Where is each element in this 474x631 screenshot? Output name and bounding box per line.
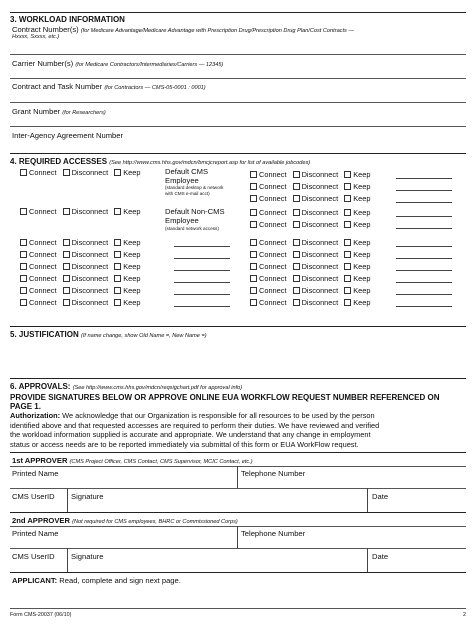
divider: [10, 512, 466, 513]
divider: [67, 548, 68, 572]
form-id: Form CMS-20037 (06/10): [10, 612, 72, 618]
keep-checkbox[interactable]: [114, 287, 121, 294]
jobcode-field[interactable]: [396, 228, 452, 229]
keep-checkbox[interactable]: [114, 239, 121, 246]
access-row: Connect Disconnect Keep: [20, 286, 140, 295]
connect-checkbox[interactable]: [250, 195, 257, 202]
connect-checkbox[interactable]: [250, 251, 257, 258]
jobcode-field[interactable]: [396, 306, 452, 307]
disconnect-checkbox[interactable]: [293, 299, 300, 306]
disconnect-checkbox[interactable]: [63, 299, 70, 306]
jobcode-field[interactable]: [396, 216, 452, 217]
connect-checkbox[interactable]: [20, 239, 27, 246]
jobcode-field[interactable]: [396, 270, 452, 271]
divider: [237, 526, 238, 548]
keep-checkbox[interactable]: [344, 287, 351, 294]
divider: [10, 126, 466, 127]
applicant-instruction: APPLICANT: Read, complete and sign next page.: [12, 576, 181, 585]
jobcode-field[interactable]: [174, 294, 230, 295]
form-page: [10, 0, 466, 631]
disconnect-checkbox[interactable]: [293, 221, 300, 228]
divider: [10, 572, 466, 573]
second-approver-userid[interactable]: CMS UserID: [12, 552, 55, 561]
disconnect-checkbox[interactable]: [63, 263, 70, 270]
default-noncms-employee-note: (standard network access): [165, 226, 219, 231]
default-noncms-employee-label: Default Non-CMS: [165, 207, 225, 216]
keep-checkbox[interactable]: [114, 208, 121, 215]
connect-checkbox[interactable]: [250, 209, 257, 216]
access-row: Connect Disconnect Keep: [250, 274, 370, 283]
provide-signatures-instruction: PROVIDE SIGNATURES BELOW OR APPROVE ONLINE EUA WORKFLOW REQUEST NUMBER REFERENCED ON: [10, 393, 440, 402]
access-row: Connect Disconnect Keep: [20, 262, 140, 271]
second-approver-signature[interactable]: Signature: [71, 552, 104, 561]
disconnect-checkbox[interactable]: [293, 275, 300, 282]
jobcode-field[interactable]: [174, 246, 230, 247]
keep-checkbox[interactable]: [344, 299, 351, 306]
access-row: Connect Disconnect Keep: [250, 208, 370, 217]
access-row: Connect Disconnect Keep: [20, 298, 140, 307]
provide-signatures-instruction-2: PAGE 1.: [10, 402, 41, 411]
disconnect-checkbox[interactable]: [293, 287, 300, 294]
second-approver-date[interactable]: Date: [372, 552, 389, 561]
disconnect-checkbox[interactable]: [293, 209, 300, 216]
disconnect-checkbox[interactable]: [293, 171, 300, 178]
first-approver-signature[interactable]: Signature: [71, 492, 104, 501]
divider: [10, 326, 466, 327]
access-row: Connect Disconnect Keep: [250, 194, 370, 203]
jobcode-field[interactable]: [396, 202, 452, 203]
connect-checkbox[interactable]: [250, 275, 257, 282]
interagency-agreement-label[interactable]: Inter-Agency Agreement Number: [12, 131, 124, 140]
access-row: Connect Disconnect Keep: [250, 286, 370, 295]
keep-checkbox[interactable]: [114, 169, 121, 176]
divider: [10, 153, 466, 154]
connect-checkbox[interactable]: [20, 251, 27, 258]
first-approver-heading: 1st APPROVER (CMS Project Officer, CMS Contact, CMS Supervisor, MCIC Contact, etc.): [12, 456, 253, 465]
access-row: Connect Disconnect Keep: [20, 207, 140, 216]
default-cms-employee-note: (standard desktop & network: [165, 185, 224, 190]
divider: [10, 548, 466, 549]
divider: [10, 452, 466, 453]
disconnect-checkbox[interactable]: [63, 239, 70, 246]
access-row: Connect Disconnect Keep: [250, 170, 370, 179]
divider: [237, 466, 238, 488]
connect-checkbox[interactable]: [250, 299, 257, 306]
divider: [10, 488, 466, 489]
connect-checkbox[interactable]: [250, 287, 257, 294]
default-cms-employee-label-2: Employee: [165, 176, 199, 185]
access-row: Connect Disconnect Keep: [250, 238, 370, 247]
connect-checkbox[interactable]: [250, 239, 257, 246]
divider: [10, 54, 466, 55]
keep-checkbox[interactable]: [344, 171, 351, 178]
section-4-heading: 4. REQUIRED ACCESSES (See http://www.cms.hhs.gov/mdcn/bmcjcreport.asp for list of available jobcodes): [10, 157, 311, 166]
jobcode-field[interactable]: [396, 178, 452, 179]
connect-checkbox[interactable]: [20, 169, 27, 176]
divider: [367, 488, 368, 512]
disconnect-checkbox[interactable]: [63, 275, 70, 282]
default-noncms-employee-label-2: Employee: [165, 216, 199, 225]
first-approver-printed-name[interactable]: Printed Name: [12, 469, 59, 478]
disconnect-checkbox[interactable]: [293, 251, 300, 258]
contract-task-number-label[interactable]: Contract and Task Number (for Contractors — CMS-05-0001 : 0001): [12, 82, 206, 91]
connect-checkbox[interactable]: [20, 275, 27, 282]
keep-checkbox[interactable]: [344, 275, 351, 282]
access-row: Connect Disconnect Keep: [250, 182, 370, 191]
keep-checkbox[interactable]: [344, 221, 351, 228]
disconnect-checkbox[interactable]: [63, 208, 70, 215]
section-5-heading: 5. JUSTIFICATION (If name change, show Old Name =, New Name =): [10, 330, 207, 339]
jobcode-field[interactable]: [174, 306, 230, 307]
keep-checkbox[interactable]: [344, 209, 351, 216]
default-cms-employee-note-2: with CMS e-mail acct): [165, 191, 210, 196]
access-row: Connect Disconnect Keep: [20, 274, 140, 283]
justification-field[interactable]: [10, 342, 466, 376]
connect-checkbox[interactable]: [20, 263, 27, 270]
disconnect-checkbox[interactable]: [293, 239, 300, 246]
connect-checkbox[interactable]: [250, 221, 257, 228]
section-3-heading: 3. WORKLOAD INFORMATION: [10, 15, 125, 24]
second-approver-heading: 2nd APPROVER (Not required for CMS employees, BHRC or Commissioned Corps): [12, 516, 238, 525]
footer-divider: [10, 608, 466, 609]
keep-checkbox[interactable]: [344, 239, 351, 246]
access-row: Connect Disconnect Keep: [20, 238, 140, 247]
divider: [67, 488, 68, 512]
keep-checkbox[interactable]: [344, 195, 351, 202]
disconnect-checkbox[interactable]: [63, 169, 70, 176]
access-row: Connect Disconnect Keep: [250, 298, 370, 307]
keep-checkbox[interactable]: [344, 183, 351, 190]
grant-number-label[interactable]: Grant Number (for Researchers): [12, 107, 106, 116]
disconnect-checkbox[interactable]: [293, 183, 300, 190]
access-row: Connect Disconnect Keep: [20, 168, 140, 177]
divider: [10, 526, 466, 527]
divider: [10, 12, 466, 13]
keep-checkbox[interactable]: [114, 275, 121, 282]
first-approver-date[interactable]: Date: [372, 492, 389, 501]
carrier-number-label[interactable]: Carrier Number(s) (for Medicare Contractors/Intermediaries/Carriers — 12345): [12, 59, 224, 68]
jobcode-field[interactable]: [174, 270, 230, 271]
page-number: 2: [463, 612, 466, 618]
jobcode-field[interactable]: [396, 246, 452, 247]
jobcode-field[interactable]: [396, 282, 452, 283]
jobcode-field[interactable]: [396, 294, 452, 295]
divider: [367, 548, 368, 572]
keep-checkbox[interactable]: [344, 263, 351, 270]
first-approver-telephone[interactable]: Telephone Number: [241, 469, 306, 478]
keep-checkbox[interactable]: [114, 251, 121, 258]
first-approver-userid[interactable]: CMS UserID: [12, 492, 55, 501]
access-row: Connect Disconnect Keep: [250, 262, 370, 271]
connect-checkbox[interactable]: [250, 183, 257, 190]
contract-number-note-cont: Hxxxx, Sxxxx, etc.): [12, 34, 60, 40]
connect-checkbox[interactable]: [250, 263, 257, 270]
connect-checkbox[interactable]: [20, 287, 27, 294]
jobcode-field[interactable]: [396, 190, 452, 191]
access-row: Connect Disconnect Keep: [250, 220, 370, 229]
keep-checkbox[interactable]: [114, 263, 121, 270]
divider: [10, 378, 466, 379]
contract-number-label: Contract Number(s) (for Medicare Advantage/Medicare Advantage with Prescription Drug/Prescription Drug Plan/Cost Contracts —: [12, 25, 354, 34]
default-cms-employee-label: Default CMS: [165, 167, 209, 176]
jobcode-field[interactable]: [396, 258, 452, 259]
disconnect-checkbox[interactable]: [63, 251, 70, 258]
divider: [10, 102, 466, 103]
disconnect-checkbox[interactable]: [293, 195, 300, 202]
section-6-heading: 6. APPROVALS: (See http://www.cms.hhs.gov/mdcn/reqsigchart.pdf for approval info): [10, 382, 243, 391]
jobcode-field[interactable]: [174, 282, 230, 283]
keep-checkbox[interactable]: [344, 251, 351, 258]
disconnect-checkbox[interactable]: [293, 263, 300, 270]
access-row: Connect Disconnect Keep: [20, 250, 140, 259]
connect-checkbox[interactable]: [20, 208, 27, 215]
jobcode-field[interactable]: [174, 258, 230, 259]
second-approver-printed-name[interactable]: Printed Name: [12, 529, 59, 538]
second-approver-telephone[interactable]: Telephone Number: [241, 529, 306, 538]
access-row: Connect Disconnect Keep: [250, 250, 370, 259]
disconnect-checkbox[interactable]: [63, 287, 70, 294]
divider: [10, 78, 466, 79]
connect-checkbox[interactable]: [20, 299, 27, 306]
divider: [10, 466, 466, 467]
authorization-text: Authorization: We acknowledge that our Organization is responsible for all resources to be used by the person identified above and that requested accesses are required to perform their duties. We have reviewed and verified the workload information supplied is accurate and appropriate. We understand that any change in employment status or access needs are to be reported immediately via submittal of this form or EUA WorkFlow request.: [10, 411, 380, 449]
connect-checkbox[interactable]: [250, 171, 257, 178]
keep-checkbox[interactable]: [114, 299, 121, 306]
